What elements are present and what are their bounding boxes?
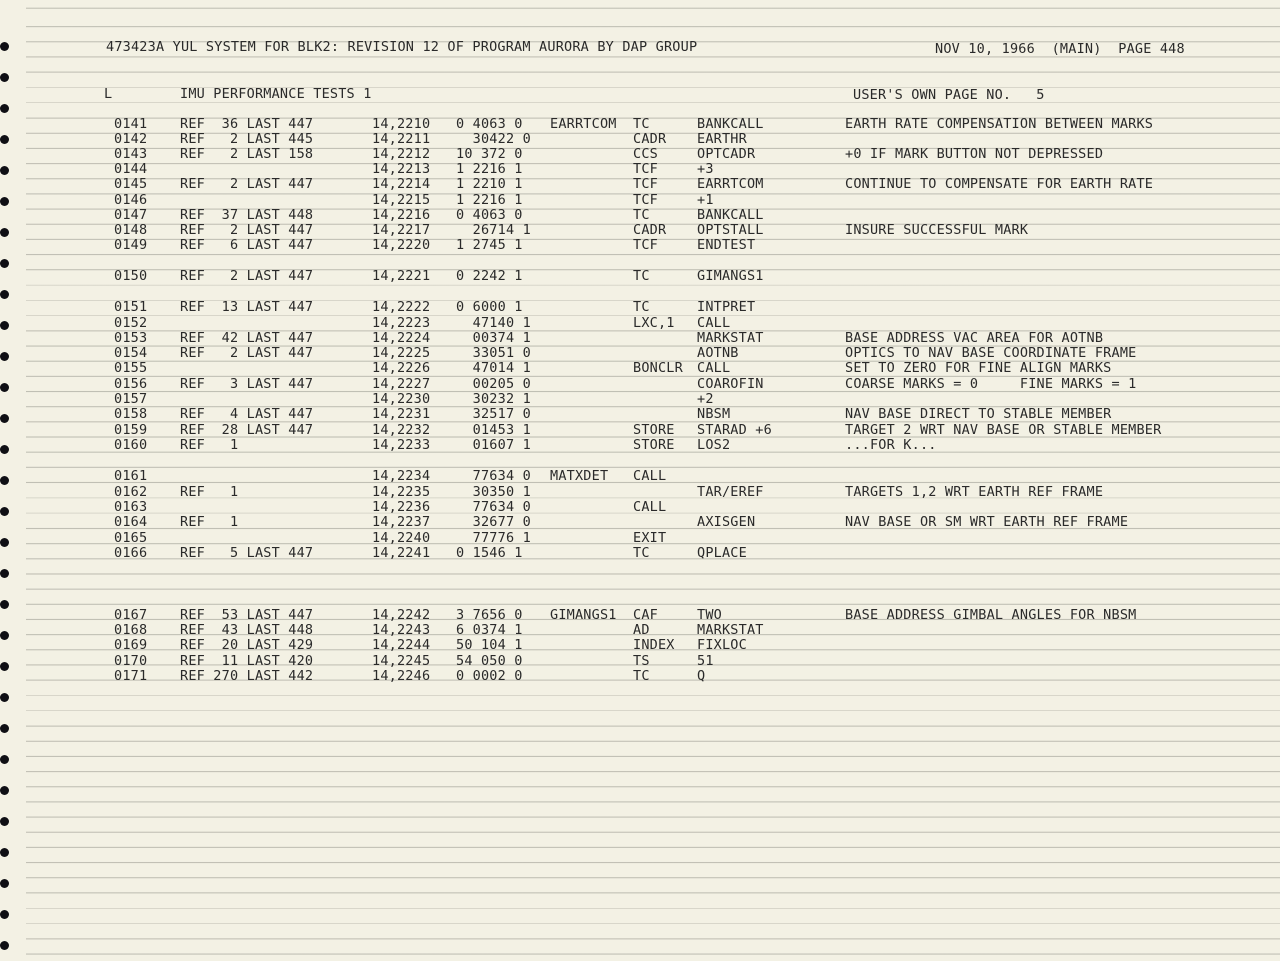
address: 14,2234 <box>372 468 431 484</box>
operand: +3 <box>697 161 714 177</box>
comment: NAV BASE OR SM WRT EARTH REF FRAME <box>845 514 1129 530</box>
reference: REF 2 LAST 447 <box>180 268 314 284</box>
opcode: EXIT <box>633 530 667 546</box>
sequence-number: 0146 <box>114 192 148 208</box>
address: 14,2233 <box>372 437 431 453</box>
comment: EARTH RATE COMPENSATION BETWEEN MARKS <box>845 116 1154 132</box>
octal-code: 1 2216 1 <box>456 161 523 177</box>
feed-hole <box>0 879 9 888</box>
address: 14,2242 <box>372 607 431 623</box>
operand: TAR/EREF <box>697 484 764 500</box>
sequence-number: 0158 <box>114 406 148 422</box>
feed-hole <box>0 538 9 547</box>
sequence-number: 0147 <box>114 207 148 223</box>
sequence-number: 0148 <box>114 222 148 238</box>
reference: REF 6 LAST 447 <box>180 237 314 253</box>
feed-hole <box>0 755 9 764</box>
opcode: TCF <box>633 176 658 192</box>
reference: REF 20 LAST 429 <box>180 637 314 653</box>
operand: 51 <box>697 653 714 669</box>
address: 14,2240 <box>372 530 431 546</box>
feed-hole <box>0 42 9 51</box>
octal-code: 77776 1 <box>456 530 531 546</box>
opcode: AD <box>633 622 650 638</box>
feed-hole <box>0 197 9 206</box>
tractor-feed-holes <box>0 0 20 961</box>
opcode: TC <box>633 268 650 284</box>
opcode: TCF <box>633 237 658 253</box>
operand: LOS2 <box>697 437 731 453</box>
address: 14,2235 <box>372 484 431 500</box>
operand: OPTSTALL <box>697 222 764 238</box>
sequence-number: 0169 <box>114 637 148 653</box>
reference: REF 37 LAST 448 <box>180 207 314 223</box>
reference: REF 3 LAST 447 <box>180 376 314 392</box>
address: 14,2225 <box>372 345 431 361</box>
reference: REF 28 LAST 447 <box>180 422 314 438</box>
opcode: CADR <box>633 131 667 147</box>
octal-code: 3 7656 0 <box>456 607 523 623</box>
comment: NAV BASE DIRECT TO STABLE MEMBER <box>845 406 1112 422</box>
sequence-number: 0161 <box>114 468 148 484</box>
operand: NBSM <box>697 406 731 422</box>
comment: COARSE MARKS = 0 FINE MARKS = 1 <box>845 376 1137 392</box>
address: 14,2213 <box>372 161 431 177</box>
feed-hole <box>0 383 9 392</box>
address: 14,2214 <box>372 176 431 192</box>
octal-code: 0 0002 0 <box>456 668 523 684</box>
address: 14,2224 <box>372 330 431 346</box>
operand: AOTNB <box>697 345 739 361</box>
octal-code: 32517 0 <box>456 406 531 422</box>
feed-hole <box>0 724 9 733</box>
sequence-number: 0160 <box>114 437 148 453</box>
address: 14,2246 <box>372 668 431 684</box>
reference: REF 2 LAST 447 <box>180 176 314 192</box>
feed-hole <box>0 693 9 702</box>
feed-hole <box>0 414 9 423</box>
comment: TARGET 2 WRT NAV BASE OR STABLE MEMBER <box>845 422 1162 438</box>
octal-code: 0 1546 1 <box>456 545 523 561</box>
sequence-number: 0167 <box>114 607 148 623</box>
reference: REF 53 LAST 447 <box>180 607 314 623</box>
feed-hole <box>0 259 9 268</box>
opcode: CCS <box>633 146 658 162</box>
octal-code: 0 4063 0 <box>456 207 523 223</box>
octal-code: 00205 0 <box>456 376 531 392</box>
opcode: BONCLR <box>633 360 683 376</box>
octal-code: 47140 1 <box>456 315 531 331</box>
sequence-number: 0163 <box>114 499 148 515</box>
feed-hole <box>0 786 9 795</box>
opcode: CAF <box>633 607 658 623</box>
users-page-number: USER'S OWN PAGE NO. 5 <box>853 87 1045 103</box>
octal-code: 30232 1 <box>456 391 531 407</box>
sequence-number: 0162 <box>114 484 148 500</box>
reference: REF 1 <box>180 437 239 453</box>
opcode: CALL <box>633 468 667 484</box>
reference: REF 11 LAST 420 <box>180 653 314 669</box>
feed-hole <box>0 662 9 671</box>
feed-hole <box>0 290 9 299</box>
address: 14,2215 <box>372 192 431 208</box>
reference: REF 43 LAST 448 <box>180 622 314 638</box>
operand: BANKCALL <box>697 207 764 223</box>
comment: +0 IF MARK BUTTON NOT DEPRESSED <box>845 146 1104 162</box>
sequence-number: 0152 <box>114 315 148 331</box>
opcode: INDEX <box>633 637 675 653</box>
reference: REF 2 LAST 445 <box>180 131 314 147</box>
operand: QPLACE <box>697 545 747 561</box>
opcode: TCF <box>633 161 658 177</box>
octal-code: 1 2210 1 <box>456 176 523 192</box>
feed-hole <box>0 817 9 826</box>
sequence-number: 0155 <box>114 360 148 376</box>
address: 14,2236 <box>372 499 431 515</box>
opcode: TCF <box>633 192 658 208</box>
operand: +2 <box>697 391 714 407</box>
operand: MARKSTAT <box>697 330 764 346</box>
address: 14,2231 <box>372 406 431 422</box>
address: 14,2226 <box>372 360 431 376</box>
sequence-number: 0170 <box>114 653 148 669</box>
feed-hole <box>0 135 9 144</box>
opcode: TC <box>633 545 650 561</box>
address: 14,2230 <box>372 391 431 407</box>
sequence-number: 0144 <box>114 161 148 177</box>
operand: COAROFIN <box>697 376 764 392</box>
comment: INSURE SUCCESSFUL MARK <box>845 222 1029 238</box>
reference: REF 13 LAST 447 <box>180 299 314 315</box>
feed-hole <box>0 569 9 578</box>
opcode: TS <box>633 653 650 669</box>
operand: OPTCADR <box>697 146 756 162</box>
listing-marker: L <box>104 86 113 102</box>
operand: STARAD +6 <box>697 422 772 438</box>
opcode: CALL <box>633 499 667 515</box>
symbol-label: MATXDET <box>550 468 609 484</box>
comment: OPTICS TO NAV BASE COORDINATE FRAME <box>845 345 1137 361</box>
feed-hole <box>0 476 9 485</box>
operand: Q <box>697 668 706 684</box>
opcode: STORE <box>633 437 675 453</box>
feed-hole <box>0 228 9 237</box>
reference: REF 1 <box>180 484 239 500</box>
address: 14,2223 <box>372 315 431 331</box>
sequence-number: 0168 <box>114 622 148 638</box>
feed-hole <box>0 631 9 640</box>
symbol-label: GIMANGS1 <box>550 607 617 623</box>
reference: REF 2 LAST 158 <box>180 146 314 162</box>
opcode: TC <box>633 116 650 132</box>
address: 14,2222 <box>372 299 431 315</box>
octal-code: 1 2216 1 <box>456 192 523 208</box>
feed-hole <box>0 73 9 82</box>
operand: +1 <box>697 192 714 208</box>
octal-code: 0 2242 1 <box>456 268 523 284</box>
operand: CALL <box>697 360 731 376</box>
sequence-number: 0157 <box>114 391 148 407</box>
sequence-number: 0149 <box>114 237 148 253</box>
address: 14,2243 <box>372 622 431 638</box>
feed-hole <box>0 166 9 175</box>
operand: CALL <box>697 315 731 331</box>
symbol-label: EARRTCOM <box>550 116 617 132</box>
address: 14,2212 <box>372 146 431 162</box>
reference: REF 2 LAST 447 <box>180 345 314 361</box>
reference: REF 42 LAST 447 <box>180 330 314 346</box>
feed-hole <box>0 352 9 361</box>
sequence-number: 0151 <box>114 299 148 315</box>
sequence-number: 0156 <box>114 376 148 392</box>
header-right: NOV 10, 1966 (MAIN) PAGE 448 <box>935 41 1185 57</box>
sequence-number: 0142 <box>114 131 148 147</box>
octal-code: 0 4063 0 <box>456 116 523 132</box>
octal-code: 10 372 0 <box>456 146 523 162</box>
feed-hole <box>0 507 9 516</box>
opcode: TC <box>633 299 650 315</box>
operand: FIXLOC <box>697 637 747 653</box>
operand: ENDTEST <box>697 237 756 253</box>
octal-code: 77634 0 <box>456 468 531 484</box>
reference: REF 5 LAST 447 <box>180 545 314 561</box>
comment: BASE ADDRESS GIMBAL ANGLES FOR NBSM <box>845 607 1137 623</box>
sequence-number: 0141 <box>114 116 148 132</box>
comment: ...FOR K... <box>845 437 937 453</box>
octal-code: 47014 1 <box>456 360 531 376</box>
address: 14,2245 <box>372 653 431 669</box>
octal-code: 01607 1 <box>456 437 531 453</box>
sequence-number: 0145 <box>114 176 148 192</box>
address: 14,2221 <box>372 268 431 284</box>
address: 14,2211 <box>372 131 431 147</box>
comment: SET TO ZERO FOR FINE ALIGN MARKS <box>845 360 1112 376</box>
address: 14,2217 <box>372 222 431 238</box>
sequence-number: 0159 <box>114 422 148 438</box>
octal-code: 01453 1 <box>456 422 531 438</box>
operand: TWO <box>697 607 722 623</box>
operand: GIMANGS1 <box>697 268 764 284</box>
sequence-number: 0166 <box>114 545 148 561</box>
reference: REF 4 LAST 447 <box>180 406 314 422</box>
feed-hole <box>0 104 9 113</box>
octal-code: 50 104 1 <box>456 637 523 653</box>
opcode: STORE <box>633 422 675 438</box>
operand: AXISGEN <box>697 514 756 530</box>
address: 14,2244 <box>372 637 431 653</box>
comment: BASE ADDRESS VAC AREA FOR AOTNB <box>845 330 1104 346</box>
section-title: IMU PERFORMANCE TESTS 1 <box>180 86 372 102</box>
octal-code: 30422 0 <box>456 131 531 147</box>
reference: REF 270 LAST 442 <box>180 668 314 684</box>
operand: EARTHR <box>697 131 747 147</box>
octal-code: 33051 0 <box>456 345 531 361</box>
sequence-number: 0165 <box>114 530 148 546</box>
reference: REF 2 LAST 447 <box>180 222 314 238</box>
sequence-number: 0150 <box>114 268 148 284</box>
opcode: LXC,1 <box>633 315 675 331</box>
octal-code: 0 6000 1 <box>456 299 523 315</box>
opcode: TC <box>633 207 650 223</box>
address: 14,2216 <box>372 207 431 223</box>
octal-code: 26714 1 <box>456 222 531 238</box>
operand: BANKCALL <box>697 116 764 132</box>
reference: REF 36 LAST 447 <box>180 116 314 132</box>
feed-hole <box>0 848 9 857</box>
feed-hole <box>0 321 9 330</box>
sequence-number: 0171 <box>114 668 148 684</box>
address: 14,2220 <box>372 237 431 253</box>
feed-hole <box>0 941 9 950</box>
operand: INTPRET <box>697 299 756 315</box>
opcode: TC <box>633 668 650 684</box>
sequence-number: 0153 <box>114 330 148 346</box>
address: 14,2237 <box>372 514 431 530</box>
octal-code: 54 050 0 <box>456 653 523 669</box>
octal-code: 1 2745 1 <box>456 237 523 253</box>
reference: REF 1 <box>180 514 239 530</box>
sequence-number: 0164 <box>114 514 148 530</box>
comment: TARGETS 1,2 WRT EARTH REF FRAME <box>845 484 1104 500</box>
feed-hole <box>0 445 9 454</box>
address: 14,2232 <box>372 422 431 438</box>
sequence-number: 0154 <box>114 345 148 361</box>
feed-hole <box>0 600 9 609</box>
octal-code: 30350 1 <box>456 484 531 500</box>
address: 14,2210 <box>372 116 431 132</box>
operand: MARKSTAT <box>697 622 764 638</box>
octal-code: 6 0374 1 <box>456 622 523 638</box>
feed-hole <box>0 910 9 919</box>
octal-code: 32677 0 <box>456 514 531 530</box>
opcode: CADR <box>633 222 667 238</box>
address: 14,2227 <box>372 376 431 392</box>
operand: EARRTCOM <box>697 176 764 192</box>
comment: CONTINUE TO COMPENSATE FOR EARTH RATE <box>845 176 1154 192</box>
address: 14,2241 <box>372 545 431 561</box>
octal-code: 77634 0 <box>456 499 531 515</box>
octal-code: 00374 1 <box>456 330 531 346</box>
header-left: 473423A YUL SYSTEM FOR BLK2: REVISION 12 OF PROGRAM AURORA BY DAP GROUP <box>106 39 698 55</box>
sequence-number: 0143 <box>114 146 148 162</box>
